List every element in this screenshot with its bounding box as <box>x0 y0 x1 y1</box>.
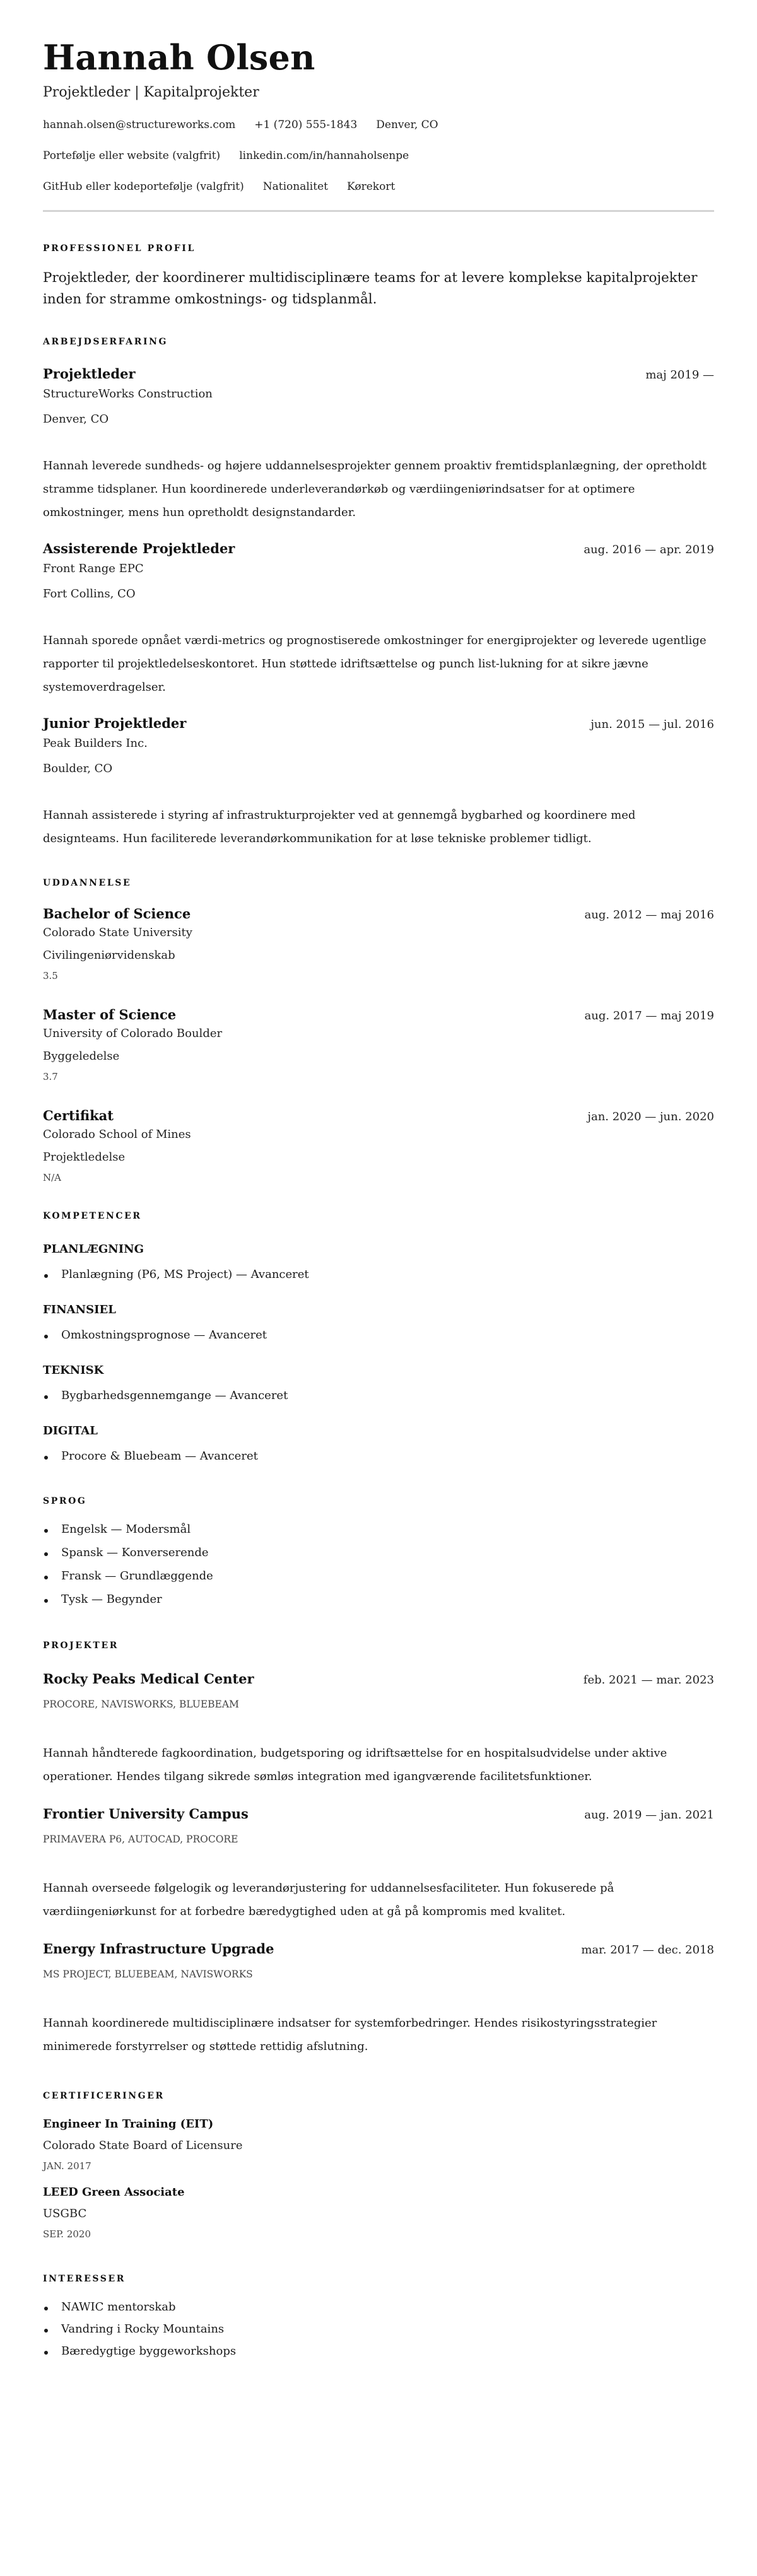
job-entry <box>43 365 714 524</box>
header-divider <box>43 210 714 212</box>
education-dates: jan. 2020 — jun. 2020 <box>587 1110 714 1123</box>
certification-entry <box>43 2184 714 2241</box>
section-title-projects: PROJEKTER <box>43 1641 119 1651</box>
job-description: Hannah sporede opnået værdi-metrics og prognostiserede omkostninger for energiprojekter og leverede ugentlige rapporter til projektledelseskontoret. Hun støttede idriftsættelse og punch list-lukning for at sikre jævne systemoverdragelser. <box>43 634 707 694</box>
language-item: Engelsk — Modersmål <box>43 1521 714 1538</box>
skills-section <box>43 1210 714 1465</box>
profile-summary: Projektleder, der koordinerer multidisciplinære teams for at levere komplekse kapitalprojekter inden for stramme omkostnings- og tidsplanmål. <box>43 270 698 307</box>
project-description: Hannah overseede følgelogik og leverandørjustering for uddannelsesfaciliteter. Hun fokuserede på værdiingeniørkunst for at forbedre bæredygtighed uden at gå på kompromis med kvalitet. <box>43 1882 614 1918</box>
job-entry <box>43 539 714 699</box>
resume-header <box>43 37 714 212</box>
job-company: Front Range EPC <box>43 562 144 575</box>
skill-category: TEKNISK <box>43 1364 104 1377</box>
certification-date: SEP. 2020 <box>43 2228 91 2240</box>
interest-list <box>43 2299 714 2360</box>
projects-section <box>43 1639 714 2058</box>
language-item: Tysk — Begynder <box>43 1591 714 1608</box>
language-list <box>43 1521 714 1608</box>
project-dates: mar. 2017 — dec. 2018 <box>581 1943 714 1957</box>
certification-name: Engineer In Training (EIT) <box>43 2117 214 2131</box>
section-title-experience: ARBEJDSERFARING <box>43 337 168 347</box>
github-link[interactable]: GitHub eller kodeportefølje (valgfrit) <box>43 180 244 193</box>
field-of-study: Byggeledelse <box>43 1050 120 1063</box>
certifications-section <box>43 2090 714 2241</box>
profile-section <box>43 242 714 310</box>
location: Denver, CO <box>376 119 438 131</box>
job-header <box>43 539 714 558</box>
skill-group <box>43 1423 714 1465</box>
job-title: Assisterende Projektleder <box>43 541 235 556</box>
project-dates: feb. 2021 — mar. 2023 <box>583 1673 714 1687</box>
school-name: Colorado State University <box>43 926 192 939</box>
skill-groups <box>43 1241 714 1465</box>
email-link[interactable]: hannah.olsen@structureworks.com <box>43 119 236 131</box>
certification-entry <box>43 2116 714 2173</box>
job-title: Junior Projektleder <box>43 715 187 731</box>
education-header <box>43 905 714 923</box>
section-title-profile: PROFESSIONEL PROFIL <box>43 243 196 254</box>
field-of-study: Projektledelse <box>43 1150 126 1164</box>
job-description: Hannah leverede sundheds- og højere uddannelsesprojekter gennem proaktiv fremtidsplanlægning, der opretholdt stramme tidsplaner. Hun koordinerede underleverandørkøb og værdiingeniørindsatser for at optimere omkostninger, mens hun opretholdt designstandarder. <box>43 459 707 519</box>
skill-group <box>43 1302 714 1344</box>
project-name: Rocky Peaks Medical Center <box>43 1671 254 1687</box>
job-entry <box>43 714 714 850</box>
portfolio-link[interactable]: Portefølje eller website (valgfrit) <box>43 149 221 162</box>
project-entry <box>43 1670 714 1788</box>
certification-issuer: USGBC <box>43 2207 87 2220</box>
field-of-study: Civilingeniørvidenskab <box>43 949 175 962</box>
project-description: Hannah koordinerede multidisciplinære indsatser for systemforbedringer. Hendes risikostyringsstrategier minimerede forstyrrelser og støttede rettidig afslutning. <box>43 2017 657 2053</box>
project-header <box>43 1940 714 1958</box>
education-entry <box>43 905 714 983</box>
project-tools: PRIMAVERA P6, AUTOCAD, PROCORE <box>43 1834 238 1845</box>
section-title-languages: SPROG <box>43 1496 87 1506</box>
section-title-interests: INTERESSER <box>43 2274 126 2284</box>
candidate-headline: Projektleder | Kapitalprojekter <box>43 85 259 100</box>
certification-issuer: Colorado State Board of Licensure <box>43 2139 243 2152</box>
project-name: Frontier University Campus <box>43 1806 249 1822</box>
degree-name: Certifikat <box>43 1108 114 1123</box>
job-header <box>43 365 714 383</box>
job-company: Peak Builders Inc. <box>43 737 148 750</box>
project-header <box>43 1670 714 1689</box>
skill-item: Planlægning (P6, MS Project) — Avanceret <box>43 1267 714 1283</box>
contact-info <box>43 117 714 195</box>
certification-name: LEED Green Associate <box>43 2186 185 2199</box>
school-name: Colorado School of Mines <box>43 1128 191 1141</box>
project-header <box>43 1805 714 1824</box>
project-dates: aug. 2019 — jan. 2021 <box>584 1808 714 1822</box>
languages-section <box>43 1495 714 1608</box>
job-title: Projektleder <box>43 366 136 382</box>
job-location: Denver, CO <box>43 413 109 426</box>
interests-section <box>43 2273 714 2360</box>
degree-name: Master of Science <box>43 1007 177 1022</box>
candidate-name: Hannah Olsen <box>43 37 315 78</box>
job-header <box>43 714 714 733</box>
contact-row <box>43 117 714 133</box>
skill-item: Omkostningsprognose — Avanceret <box>43 1327 714 1344</box>
project-tools: MS PROJECT, BLUEBEAM, NAVISWORKS <box>43 1969 253 1980</box>
drivers-license: Kørekort <box>346 180 396 193</box>
contact-row <box>43 179 714 195</box>
skill-group <box>43 1362 714 1404</box>
education-header <box>43 1106 714 1125</box>
interest-item: Bæredygtige byggeworkshops <box>43 2343 714 2360</box>
skill-list <box>43 1327 714 1344</box>
project-tools: PROCORE, NAVISWORKS, BLUEBEAM <box>43 1699 239 1710</box>
gpa: N/A <box>43 1172 62 1183</box>
project-entry <box>43 1805 714 1923</box>
job-location: Boulder, CO <box>43 762 113 775</box>
skill-category: DIGITAL <box>43 1424 98 1437</box>
gpa: 3.5 <box>43 970 58 981</box>
job-dates: aug. 2016 — apr. 2019 <box>584 543 714 556</box>
section-title-education: UDDANNELSE <box>43 878 132 888</box>
skill-item: Bygbarhedsgennemgange — Avanceret <box>43 1388 714 1404</box>
education-header <box>43 1005 714 1024</box>
skill-item: Procore & Bluebeam — Avanceret <box>43 1448 714 1465</box>
school-name: University of Colorado Boulder <box>43 1027 223 1040</box>
education-entry <box>43 1005 714 1084</box>
linkedin-link[interactable]: linkedin.com/in/hannaholsenpe <box>239 149 409 162</box>
job-description: Hannah assisterede i styring af infrastrukturprojekter ved at gennemgå bygbarhed og koordinere med designteams. Hun faciliterede leverandørkommunikation for at løse tekniske problemer tidligt. <box>43 809 636 845</box>
phone-number[interactable]: +1 (720) 555-1843 <box>254 119 358 131</box>
nationality: Nationalitet <box>262 180 328 193</box>
language-item: Spansk — Konverserende <box>43 1545 714 1561</box>
interest-item: Vandring i Rocky Mountains <box>43 2321 714 2338</box>
education-dates: aug. 2017 — maj 2019 <box>584 1009 714 1022</box>
project-name: Energy Infrastructure Upgrade <box>43 1941 274 1957</box>
education-entry <box>43 1106 714 1185</box>
certification-date: JAN. 2017 <box>43 2160 91 2172</box>
education-dates: aug. 2012 — maj 2016 <box>584 908 714 922</box>
job-dates: maj 2019 — <box>645 368 714 382</box>
project-entry <box>43 1940 714 2058</box>
project-description: Hannah håndterede fagkoordination, budgetsporing og idriftsættelse for en hospitalsudvidelse under aktive operationer. Hendes tilgang sikrede sømløs integration med igangværende facilitetsfunktioner. <box>43 1747 667 1783</box>
skill-group <box>43 1241 714 1283</box>
degree-name: Bachelor of Science <box>43 906 191 922</box>
gpa: 3.7 <box>43 1071 58 1082</box>
education-section <box>43 877 714 1185</box>
contact-row <box>43 148 714 164</box>
skill-list <box>43 1448 714 1465</box>
skill-list <box>43 1267 714 1283</box>
section-title-skills: KOMPETENCER <box>43 1211 142 1221</box>
interest-item: NAWIC mentorskab <box>43 2299 714 2315</box>
skill-list <box>43 1388 714 1404</box>
experience-section <box>43 336 714 850</box>
job-location: Fort Collins, CO <box>43 587 136 600</box>
skill-category: FINANSIEL <box>43 1303 116 1316</box>
job-dates: jun. 2015 — jul. 2016 <box>590 718 714 731</box>
language-item: Fransk — Grundlæggende <box>43 1568 714 1584</box>
skill-category: PLANLÆGNING <box>43 1243 144 1256</box>
section-title-certifications: CERTIFICERINGER <box>43 2091 165 2101</box>
job-company: StructureWorks Construction <box>43 387 213 401</box>
